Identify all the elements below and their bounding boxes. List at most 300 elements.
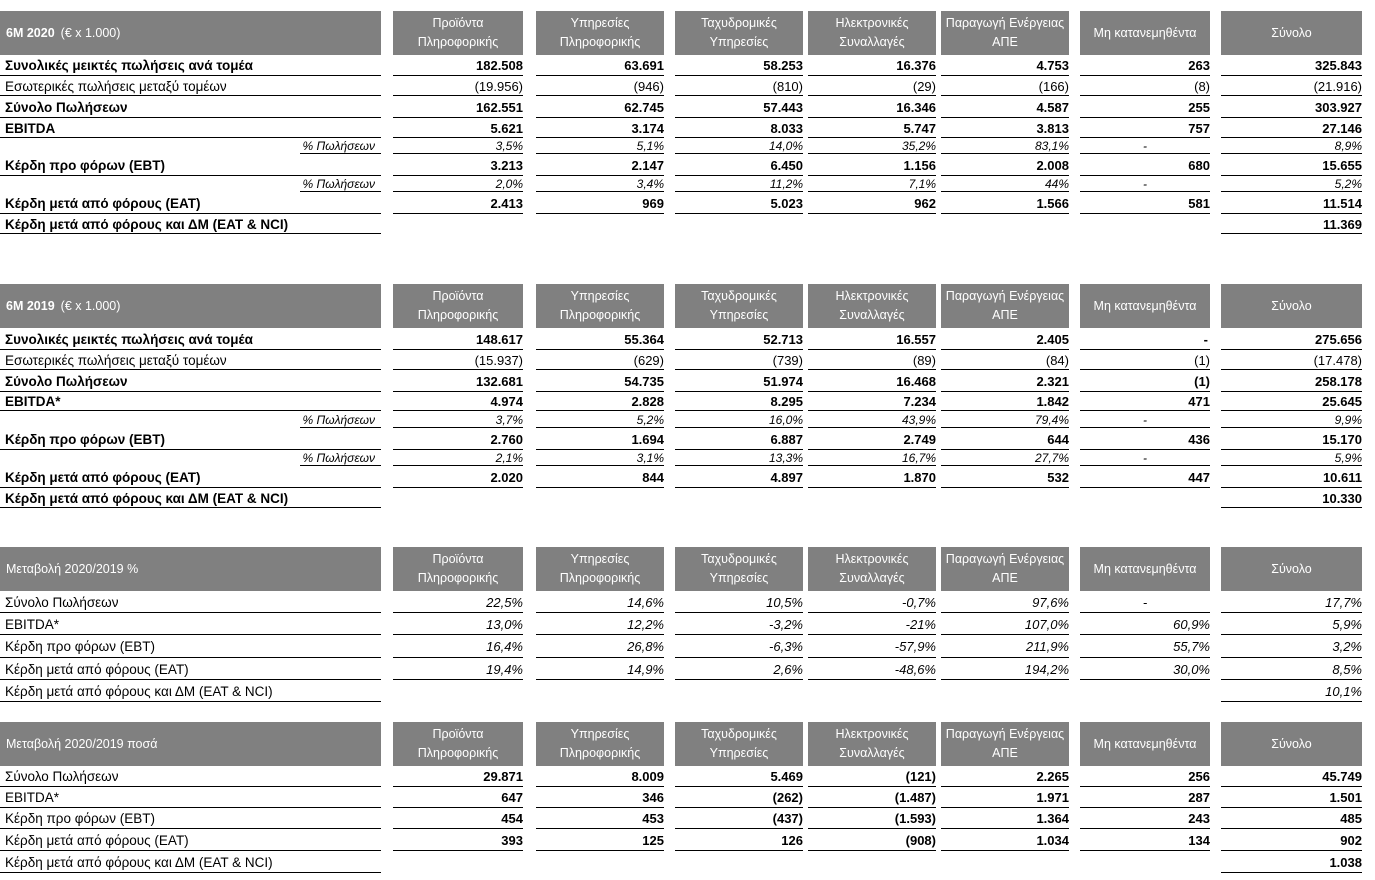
row-value: 8,9%	[1334, 139, 1362, 153]
table-row	[0, 138, 1375, 154]
row-value: 5.023	[770, 195, 803, 211]
table-row	[0, 350, 1375, 370]
column-header-label: Μη κατανεμηθέντα	[1093, 25, 1197, 40]
row-value: 8.033	[770, 120, 803, 136]
row-value: 11.369	[1322, 216, 1362, 232]
row-value	[941, 680, 1069, 702]
column-header-label: Παραγωγή Ενέργειας ΑΠΕ	[945, 552, 1065, 585]
row-value: -0,7%	[902, 594, 936, 610]
row-value: (89)	[912, 352, 936, 368]
row-value: (1)	[1194, 352, 1210, 368]
row-value: (908)	[905, 832, 936, 848]
row-value: 13,0%	[486, 616, 523, 632]
row-value: 3,4%	[636, 177, 664, 191]
column-header-label: Σύνολο	[1271, 25, 1312, 40]
row-value: 453	[642, 811, 664, 826]
row-value: 2.265	[1036, 769, 1069, 784]
row-label: Κέρδη προ φόρων (EBT)	[5, 431, 165, 447]
table-row	[0, 96, 1375, 118]
table-row	[0, 808, 1375, 829]
table-unit: (€ x 1.000)	[60, 25, 121, 40]
row-value: 10.330	[1322, 490, 1362, 506]
row-value: 3,1%	[636, 451, 664, 465]
row-value	[536, 488, 664, 508]
row-value: 16,4%	[486, 639, 523, 654]
row-value: 16.557	[896, 331, 936, 347]
row-value: 13,3%	[768, 451, 803, 465]
row-value: 1.694	[631, 431, 664, 447]
row-label: Κέρδη προ φόρων (EBT)	[5, 811, 155, 826]
row-value: 644	[1047, 431, 1069, 447]
column-header	[808, 284, 936, 328]
row-value: -	[1143, 177, 1147, 191]
row-value: 132.681	[476, 373, 523, 389]
column-header	[808, 722, 936, 766]
row-value: 680	[1188, 157, 1210, 173]
row-value: 3,2%	[1332, 639, 1362, 654]
column-header	[1080, 547, 1210, 591]
column-header-label: Υπηρεσίες Πληροφορικής	[559, 16, 641, 49]
table-title-header	[0, 11, 381, 55]
row-value: 16.346	[896, 99, 936, 115]
row-value: 1.034	[1036, 832, 1069, 848]
table-title: Μεταβολή 2020/2019 ποσά	[6, 736, 158, 751]
row-value: 45.749	[1322, 769, 1362, 784]
row-value: 303.927	[1315, 99, 1362, 115]
row-value: 26,8%	[627, 639, 664, 654]
row-value: 2.749	[903, 431, 936, 447]
row-value: -3,2%	[769, 616, 803, 632]
row-value	[1080, 488, 1210, 508]
row-value: 62.745	[624, 99, 664, 115]
row-value: 8.295	[770, 394, 803, 409]
row-value: 1.971	[1036, 790, 1069, 805]
row-value: 2,1%	[495, 451, 523, 465]
table-row	[0, 192, 1375, 214]
table-row	[0, 613, 1375, 635]
row-value: 5.621	[490, 120, 523, 136]
row-value: 346	[642, 790, 664, 805]
row-label: Σύνολο Πωλήσεων	[5, 769, 119, 784]
column-header-label: Παραγωγή Ενέργειας ΑΠΕ	[945, 16, 1065, 49]
row-label: EBITDA	[5, 120, 56, 136]
row-value: 79,4%	[1034, 412, 1069, 427]
row-value	[941, 488, 1069, 508]
table-row	[0, 392, 1375, 411]
row-label: Εσωτερικές πωλήσεις μεταξύ τομέων	[5, 78, 227, 94]
table-1	[0, 11, 1375, 236]
column-header-label: Ηλεκτρονικές Συναλλαγές	[835, 289, 909, 322]
table-row	[0, 76, 1375, 96]
row-value: 54.735	[624, 373, 664, 389]
column-header-label: Προϊόντα Πληροφορικής	[417, 552, 499, 585]
column-header-label: Ταχυδρομικές Υπηρεσίες	[701, 552, 777, 585]
row-value: 2.405	[1036, 331, 1069, 347]
table-2	[0, 284, 1375, 510]
row-value: 4.587	[1036, 99, 1069, 115]
row-value: -	[1203, 331, 1208, 347]
row-value: 162.551	[476, 99, 523, 115]
table-row	[0, 118, 1375, 138]
row-label: Κέρδη μετά από φόρους (EAT)	[5, 469, 201, 485]
row-value: 27,7%	[1034, 451, 1069, 465]
row-value: 7,1%	[908, 177, 936, 191]
row-value: 12,2%	[627, 616, 664, 632]
row-divider	[1221, 701, 1362, 702]
row-value: 11.514	[1322, 195, 1362, 211]
row-label: % Πωλήσεων	[302, 177, 375, 191]
row-value: 5.747	[903, 120, 936, 136]
row-value: (1.593)	[894, 811, 936, 826]
column-header-label: Παραγωγή Ενέργειας ΑΠΕ	[945, 289, 1065, 322]
row-value: (739)	[772, 352, 803, 368]
row-value: (15.937)	[474, 352, 523, 368]
row-value	[536, 680, 664, 702]
column-header-label: Ταχυδρομικές Υπηρεσίες	[701, 289, 777, 322]
row-value: 2.760	[490, 431, 523, 447]
table-3	[0, 547, 1375, 704]
row-value: (262)	[772, 790, 803, 805]
table-title: 6Μ 2019	[6, 298, 55, 313]
row-divider	[0, 233, 381, 234]
column-header-label: Προϊόντα Πληροφορικής	[417, 727, 499, 760]
column-header	[536, 547, 664, 591]
column-header	[808, 547, 936, 591]
row-value: 6.887	[770, 431, 803, 447]
row-value: -57,9%	[894, 639, 936, 654]
row-value	[941, 851, 1069, 873]
row-label: Σύνολο Πωλήσεων	[5, 594, 119, 610]
row-value: 1.038	[1329, 854, 1362, 870]
row-divider	[0, 701, 381, 702]
column-header	[393, 11, 523, 55]
table-row	[0, 829, 1375, 851]
row-value: 17,7%	[1325, 594, 1362, 610]
row-label: Σύνολο Πωλήσεων	[5, 373, 128, 389]
row-value: (84)	[1045, 352, 1069, 368]
column-header-label: Προϊόντα Πληροφορικής	[417, 16, 499, 49]
row-value: 1.566	[1036, 195, 1069, 211]
table-row	[0, 411, 1375, 428]
row-value: 29.871	[483, 769, 523, 784]
row-value: 10,5%	[766, 594, 803, 610]
column-header-label: Μη κατανεμηθέντα	[1093, 298, 1197, 313]
row-value	[675, 851, 803, 873]
column-header	[675, 722, 803, 766]
table-row	[0, 55, 1375, 76]
row-value: 5,2%	[636, 412, 664, 427]
row-value: 5,2%	[1334, 177, 1362, 191]
table-row	[0, 214, 1375, 234]
table-row	[0, 787, 1375, 808]
row-label: Κέρδη προ φόρων (EBT)	[5, 157, 165, 173]
column-header	[393, 284, 523, 328]
column-header-label: Σύνολο	[1271, 298, 1312, 313]
row-value: 7.234	[903, 394, 936, 409]
column-header	[1221, 722, 1362, 766]
row-value: (1)	[1194, 373, 1210, 389]
row-value	[536, 851, 664, 873]
row-label: Σύνολο Πωλήσεων	[5, 99, 128, 115]
table-row	[0, 766, 1375, 787]
column-header	[941, 547, 1069, 591]
row-value: (1.487)	[894, 790, 936, 805]
table-title-header	[0, 284, 381, 328]
row-value: (437)	[772, 811, 803, 826]
row-label: Κέρδη μετά από φόρους (EAT)	[5, 195, 201, 211]
row-value: 255	[1188, 99, 1210, 115]
row-value: 3.813	[1036, 120, 1069, 136]
row-value: -	[1142, 594, 1148, 610]
row-value: 97,6%	[1032, 594, 1069, 610]
row-label: Κέρδη μετά από φόρους και ΔΜ (EAT & NCI)	[5, 216, 289, 232]
row-value: 4.974	[490, 394, 523, 409]
row-value: 2.413	[490, 195, 523, 211]
row-value: 182.508	[476, 58, 523, 73]
row-value: 58.253	[763, 58, 803, 73]
row-value: (19.956)	[474, 78, 523, 94]
row-value: 2,0%	[495, 177, 523, 191]
row-label: Συνολικές μεικτές πωλήσεις ανά τομέα	[5, 58, 253, 73]
row-value: 757	[1188, 120, 1210, 136]
row-value: 2.020	[490, 469, 523, 485]
row-value	[808, 488, 936, 508]
row-label: % Πωλήσεων	[302, 139, 375, 153]
row-value: 8.009	[631, 769, 664, 784]
row-value: 581	[1188, 195, 1210, 211]
row-value: 969	[642, 195, 664, 211]
column-header-label: Ηλεκτρονικές Συναλλαγές	[835, 727, 909, 760]
row-value: 35,2%	[901, 139, 936, 153]
row-value	[1080, 214, 1210, 234]
row-value: 126	[781, 832, 803, 848]
row-value: (166)	[1038, 78, 1069, 94]
row-value: 14,6%	[627, 594, 664, 610]
table-4	[0, 722, 1375, 875]
column-header	[941, 11, 1069, 55]
column-header-label: Ταχυδρομικές Υπηρεσίες	[701, 727, 777, 760]
column-header-label: Μη κατανεμηθέντα	[1093, 736, 1197, 751]
row-value: -21%	[905, 616, 936, 632]
row-value	[675, 488, 803, 508]
row-value	[393, 488, 523, 508]
row-value: 256	[1188, 769, 1210, 784]
row-value: 10.611	[1322, 469, 1362, 485]
column-header	[536, 284, 664, 328]
row-value: 15.655	[1322, 157, 1362, 173]
table-title: Μεταβολή 2020/2019 %	[6, 561, 139, 576]
row-value	[393, 851, 523, 873]
row-value: 3.174	[631, 120, 664, 136]
column-header	[1080, 284, 1210, 328]
table-row	[0, 428, 1375, 450]
row-value: 134	[1188, 832, 1210, 848]
row-value	[393, 680, 523, 702]
row-value: 902	[1340, 832, 1362, 848]
row-value: (946)	[633, 78, 664, 94]
column-header	[1221, 11, 1362, 55]
row-value: (29)	[912, 78, 936, 94]
column-header	[536, 11, 664, 55]
row-value: (629)	[633, 352, 664, 368]
row-value: 5,9%	[1334, 451, 1362, 465]
row-value: 3.213	[490, 157, 523, 173]
column-header-label: Προϊόντα Πληροφορικής	[417, 289, 499, 322]
column-header	[393, 722, 523, 766]
row-label: Κέρδη μετά από φόρους και ΔΜ (EAT & NCI)	[5, 854, 273, 870]
row-label: Κέρδη μετά από φόρους και ΔΜ (EAT & NCI)	[5, 683, 273, 699]
column-header-label: Ηλεκτρονικές Συναλλαγές	[835, 16, 909, 49]
row-value: 63.691	[624, 58, 664, 73]
row-value	[675, 214, 803, 234]
row-value: 2.147	[631, 157, 664, 173]
row-value: 5,9%	[1332, 616, 1362, 632]
row-value: 211,9%	[1025, 639, 1069, 654]
column-header	[675, 11, 803, 55]
row-value: 454	[501, 811, 523, 826]
row-value: 16.468	[896, 373, 936, 389]
row-value: 2.828	[631, 394, 664, 409]
row-value: 125	[642, 832, 664, 848]
row-label: Κέρδη προ φόρων (EBT)	[5, 639, 155, 654]
row-value: 57.443	[763, 99, 803, 115]
row-value: 148.617	[476, 331, 523, 347]
row-value: (17.478)	[1313, 352, 1362, 368]
table-row	[0, 176, 1375, 192]
row-value: 325.843	[1315, 58, 1362, 73]
row-label: EBITDA*	[5, 394, 61, 409]
row-label: Εσωτερικές πωλήσεις μεταξύ τομέων	[5, 352, 227, 368]
row-value: 8,5%	[1332, 661, 1362, 677]
row-value: 2.008	[1036, 157, 1069, 173]
row-value: 19,4%	[486, 661, 523, 677]
row-value	[808, 214, 936, 234]
row-label: Κέρδη μετά από φόρους και ΔΜ (EAT & NCI)	[5, 490, 289, 506]
column-header	[675, 284, 803, 328]
column-header-label: Υπηρεσίες Πληροφορικής	[559, 552, 641, 585]
table-title-header	[0, 722, 381, 766]
table-title: 6Μ 2020	[6, 25, 55, 40]
row-value: 10,1%	[1325, 683, 1362, 699]
row-value: 471	[1188, 394, 1210, 409]
row-value: 3,7%	[495, 412, 523, 427]
column-header-label: Παραγωγή Ενέργειας ΑΠΕ	[945, 727, 1065, 760]
row-divider	[0, 507, 381, 508]
row-value: 14,9%	[627, 661, 664, 677]
row-value: 6.450	[770, 157, 803, 173]
column-header	[1080, 722, 1210, 766]
table-title-header	[0, 547, 381, 591]
column-header-label: Υπηρεσίες Πληροφορικής	[559, 727, 641, 760]
row-value: 43,9%	[901, 412, 936, 427]
row-value: 51.974	[763, 373, 803, 389]
column-header	[1221, 547, 1362, 591]
row-value: 11,2%	[769, 177, 803, 191]
row-value	[1080, 680, 1210, 702]
row-value: 2.321	[1036, 373, 1069, 389]
row-value: 5,1%	[636, 139, 664, 153]
row-value: -	[1143, 139, 1147, 153]
column-header-label: Υπηρεσίες Πληροφορικής	[559, 289, 641, 322]
column-header	[1080, 11, 1210, 55]
row-divider	[1221, 233, 1362, 234]
row-value: (810)	[772, 78, 803, 94]
row-value: 22,5%	[486, 594, 523, 610]
row-value	[941, 214, 1069, 234]
row-value: 55,7%	[1173, 639, 1210, 654]
row-label: Κέρδη μετά από φόρους (EAT)	[5, 661, 189, 677]
row-label: Κέρδη μετά από φόρους (EAT)	[5, 832, 189, 848]
table-row	[0, 591, 1375, 613]
row-label: % Πωλήσεων	[302, 451, 375, 465]
row-value: 83,1%	[1034, 139, 1069, 153]
row-value: 4.753	[1036, 58, 1069, 73]
row-value: 844	[642, 469, 664, 485]
column-header-label: Σύνολο	[1271, 561, 1312, 576]
table-row	[0, 450, 1375, 466]
column-header	[1221, 284, 1362, 328]
table-row	[0, 680, 1375, 702]
column-header-label: Σύνολο	[1271, 736, 1312, 751]
row-value: 1.870	[903, 469, 936, 485]
row-value: 60,9%	[1173, 616, 1210, 632]
row-value: 962	[914, 195, 936, 211]
row-value: -48,6%	[894, 661, 936, 677]
row-value: 3,5%	[495, 139, 523, 153]
column-header	[941, 284, 1069, 328]
row-label: EBITDA*	[5, 790, 60, 805]
row-value: 1.501	[1329, 790, 1362, 805]
row-value: -	[1143, 451, 1147, 465]
row-value: 647	[501, 790, 523, 805]
row-value: 4.897	[770, 469, 803, 485]
row-value: 532	[1047, 469, 1069, 485]
row-value: (21.916)	[1313, 78, 1362, 94]
row-value: 243	[1188, 811, 1210, 826]
row-value: 15.170	[1322, 431, 1362, 447]
row-value: 16,0%	[768, 412, 803, 427]
row-value: 25.645	[1322, 394, 1362, 409]
row-value: 44%	[1044, 177, 1069, 191]
row-value: 485	[1340, 811, 1362, 826]
row-label: Συνολικές μεικτές πωλήσεις ανά τομέα	[5, 331, 253, 347]
row-divider	[0, 872, 381, 873]
row-value: 194,2%	[1024, 661, 1069, 677]
row-label: EBITDA*	[5, 616, 60, 632]
row-value: 30,0%	[1173, 661, 1210, 677]
column-header-label: Ταχυδρομικές Υπηρεσίες	[701, 16, 777, 49]
row-value: -	[1143, 412, 1147, 427]
row-value: 287	[1188, 790, 1210, 805]
column-header-label: Μη κατανεμηθέντα	[1093, 561, 1197, 576]
row-value: 1.156	[903, 157, 936, 173]
row-value: 55.364	[624, 331, 664, 347]
row-value: 1.842	[1036, 394, 1069, 409]
table-row	[0, 466, 1375, 488]
row-value: 16,7%	[901, 451, 936, 465]
row-value: 393	[501, 832, 523, 848]
table-row	[0, 658, 1375, 680]
row-value: 5.469	[770, 769, 803, 784]
row-value: 2,6%	[773, 661, 803, 677]
row-value: 107,0%	[1024, 616, 1069, 632]
table-unit: (€ x 1.000)	[60, 298, 121, 313]
row-value: 9,9%	[1334, 412, 1362, 427]
column-header	[941, 722, 1069, 766]
row-label: % Πωλήσεων	[302, 412, 375, 427]
row-value	[536, 214, 664, 234]
row-value: (8)	[1194, 78, 1210, 94]
